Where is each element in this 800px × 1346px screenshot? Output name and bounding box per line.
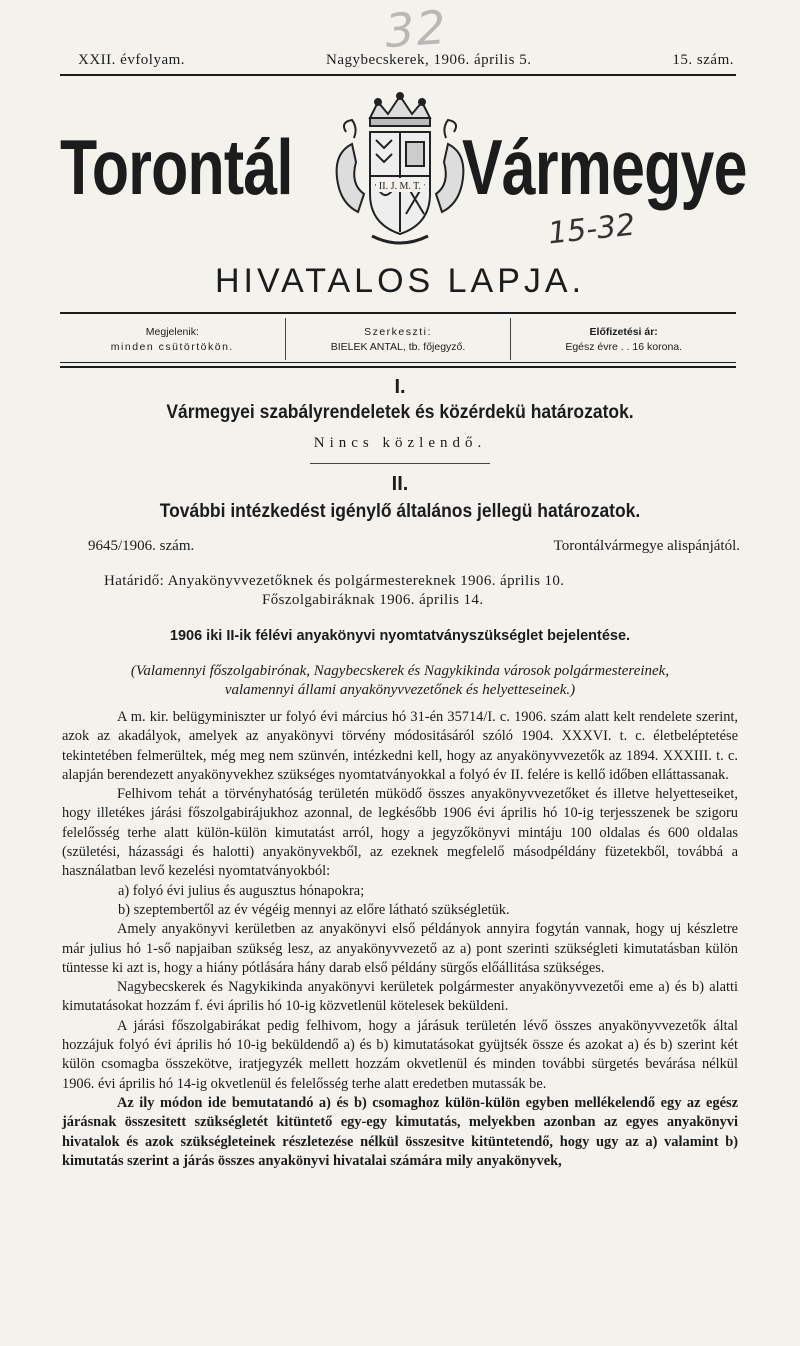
volume: XXII. évfolyam. [78, 52, 186, 68]
addressees [62, 662, 738, 700]
paragraph-3: Amely anyakönyvi kerületben az anyakönyvi első példányok annyira fogytán vannak, hogy uj készletre már julius hó 1-ső napjaiban szükség lesz, az anyakönyvvezető az a) pont szerinti szükségleti kimutatásban külön tüntesse ki azt is, hogy a hiány pótlására hány darab első példány sürgős előállitása szükséges. [62, 921, 738, 976]
editor-label: Szerkeszti: [364, 325, 432, 338]
deadline-line-2: Főszolgabiráknak 1906. április 14. [262, 592, 484, 608]
masthead [60, 120, 747, 250]
editor-column [285, 318, 511, 360]
section-2-title: További intézkedést igénylő általános jellegü határozatok. [159, 501, 641, 522]
deadline-line-1: Határidő: Anyakönyvvezetőknek és polgármestereknek 1906. április 10. [104, 573, 565, 589]
appears-value: minden csütörtökön. [110, 340, 234, 353]
appears-column [60, 318, 285, 360]
masthead-subtitle: HIVATALOS LAPJA. [214, 262, 586, 300]
paragraph-6: Az ily módon ide bemutatandó a) és b) csomaghoz külön-külön egyben mellékelendő egy az egész járásnak összesitett szükségletét kitüntető egy-egy kimutatás, melyekben azonban az egyes anyakönyvi hivatalok és azok szükségleteinek részletezése nélkül összesitve kitüntetendő, hogy ugy az a) valamint b) kimutatás szerint a járás összes anyakönyvi hivatalai számára mily anyakönyvek, [62, 1094, 738, 1169]
notice-title: 1906 iki II-ik félévi anyakönyvi nyomtatványszükséglet bejelentése. [169, 628, 631, 644]
issue-number: 15. szám. [672, 52, 734, 68]
deadline-block [104, 572, 744, 610]
masthead-title-left: Torontál [60, 123, 293, 211]
list-item-b: b) szeptembertől az év végéig mennyi az előre látható szükségletük. [118, 901, 510, 918]
section-divider [310, 463, 490, 464]
handwritten-number-right: 15-32 [546, 207, 637, 252]
section-2-number: II. [391, 473, 409, 495]
list-item-a: a) folyó évi julius és augusztus hónapokra; [118, 882, 365, 899]
addressees-line-1: (Valamennyi főszolgabirónak, Nagybecskerek és Nagykikinda városok polgármestereinek, [130, 663, 670, 679]
handwritten-number-top: 32 [383, 0, 450, 59]
masthead-title-right: Vármegye [462, 123, 747, 211]
section-1-number: I. [394, 376, 406, 398]
paragraph-5: A járási főszolgabirákat pedig felhivom, hogy a járásuk területén lévő összes anyakönyvvezetők által hozzájuk folyó évi április hó 10-ig beküldendő a) és b) kimutatásokat gyüjtsék össze és azokat a) és b) szerint két külön csomagba összekötve, iratjegyzék mellett hozzám okvetlenül és minden további sürgetés bevárása nélkül 1906. évi április hó 14-ig okvetlenül és felelősség terhe alatt eredetben mutassák be. [62, 1017, 738, 1092]
place-date: Nagybecskerek, 1906. április 5. [326, 52, 532, 68]
info-bar [60, 318, 736, 360]
editor-value: BIELEK ANTAL, tb. főjegyző. [330, 340, 466, 353]
paragraph-4: Nagybecskerek és Nagykikinda anyakönyvi kerületek polgármester anyakönyvvezetői eme a) és b) alatti kimutatásokat hozzám f. évi április hó 10-ig közvetlenül kötelesek beküldeni. [62, 979, 738, 1015]
subscription-label: Előfizetési ár: [589, 325, 658, 338]
subscription-value: Egész évre . . 16 korona. [565, 340, 683, 353]
article-body [62, 708, 738, 1171]
reference-number: 9645/1906. szám. [88, 538, 195, 554]
reference-row [88, 538, 740, 555]
info-rule-bottom-1 [60, 362, 736, 363]
addressees-line-2: valamennyi állami anyakönyvvezetőnek és helyetteseinek.) [224, 682, 576, 698]
section-1-note: Nincs közlendő. [313, 435, 487, 451]
section-1-title: Vármegyei szabályrendeletek és közérdekü határozatok. [166, 402, 634, 423]
header-row [78, 52, 734, 69]
crest-text: II. J. M. T. [378, 181, 422, 192]
info-rule-bottom-2 [60, 366, 736, 368]
paragraph-1: A m. kir. belügyminiszter ur folyó évi március hó 31-én 35714/I. c. 1906. szám alatt kelt rendelete szerint, azok az akadályok, amelyek az anyakönyvi törvény módositásáról szóló 1904. XXXVI. t. c. életbeléptetése tekintetében felmerültek, még meg nem szünvén, intézkedni kell, hogy az anyakönyvvezetők az 1894. XXXIII. t. c. alapján berendezett anyakönyvekhez szükséges nyomtatványokkal a folyó év II. felére is kellő időben elláttassanak. [62, 709, 738, 783]
appears-label: Megjelenik: [145, 325, 199, 338]
header-rule [60, 74, 736, 76]
paragraph-2: Felhivom tehát a törvényhatóság területén müködő összes anyakönyvvezetőket és illetve helyetteseiket, hogy illetékes járási főszolgabirájukhoz azonnal, de legkésőbb 1906 évi április hó 10-ig terjesszenek be szigoru felelősség terhe alatt külön-külön kimutatást arról, hogy a jegyzőkönyvi mintáju 100 oldalas és 600 oldalas (születési, házassági és halotti) anyakönyvekből, az ezeknek megfelelő másodpéldány füzetekből, továbbá a használatban levő kezelési nyomtatványokból: [62, 786, 738, 880]
subscription-column [510, 318, 736, 360]
reference-issuer: Torontálvármegye alispánjától. [553, 538, 740, 554]
info-rule-top [60, 312, 736, 314]
